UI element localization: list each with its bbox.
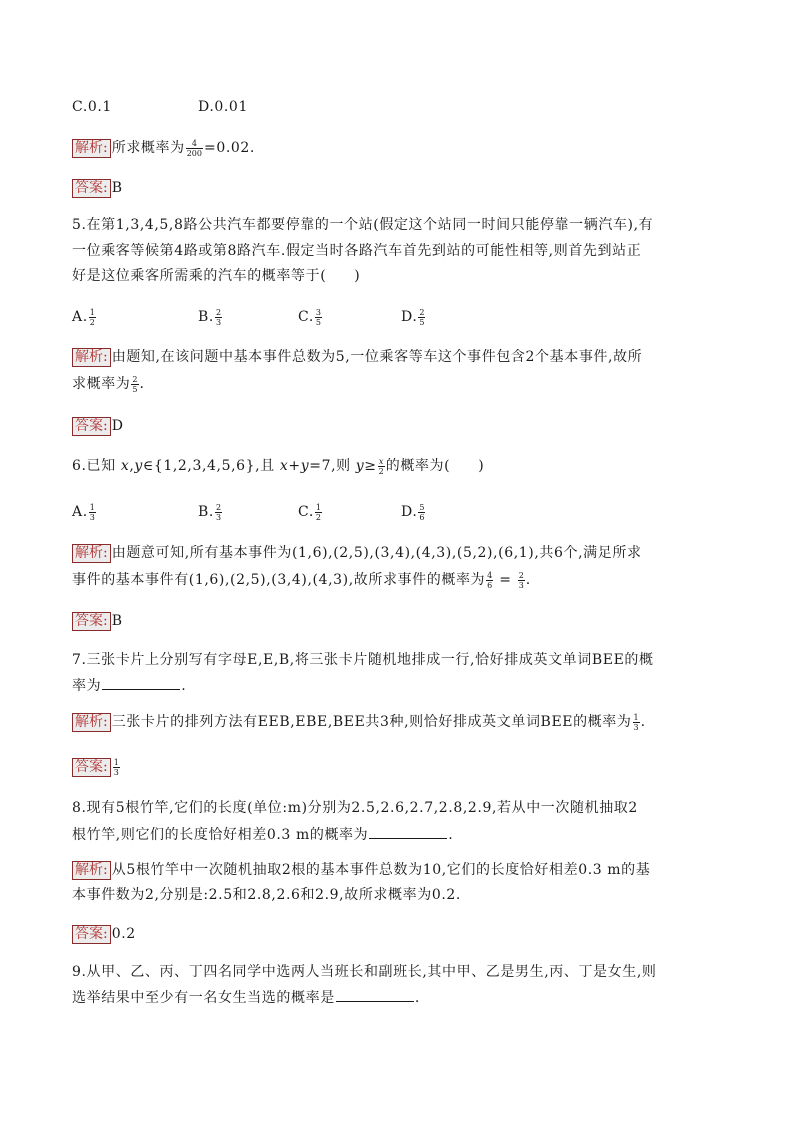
analysis-tag: 解析: xyxy=(72,348,111,367)
analysis-tag: 解析: xyxy=(72,861,111,880)
q6-option-d: D. $\frac{5}{6}$ xyxy=(401,502,425,522)
q8-answer: 答案: 0.2 xyxy=(72,924,136,944)
q5-option-b: B. $\frac{2}{3}$ xyxy=(198,307,222,327)
q7-stem-line1: 7.三张卡片上分别写有字母E,E,B,将三张卡片随机地排成一行,恰好排成英文单词BEE的概 xyxy=(72,652,654,668)
answer-tag: 答案: xyxy=(72,612,111,631)
q4-option-d: D.0.01 xyxy=(198,99,248,115)
q5-option-d: D. $\frac{2}{5}$ xyxy=(401,307,425,327)
q6-stem: 6.已知 x,y∈{1,2,3,4,5,6},且 x+y=7,则 y≥ $\frac{x}{2}$ 的概率为( ) xyxy=(72,456,485,476)
q6-analysis-line2: 事件的基本事件有(1,6),(2,5),(3,4),(4,3),故所求事件的概率为 $\frac{4}{6}$ = $\frac{2}{3}$ . xyxy=(72,570,531,590)
q6-option-b: B. $\frac{2}{3}$ xyxy=(198,502,222,522)
q5-option-c: C. $\frac{3}{5}$ xyxy=(298,307,321,327)
answer-blank xyxy=(102,675,180,690)
answer-tag: 答案: xyxy=(72,925,111,944)
q5-analysis-line2: 求概率为 $\frac{2}{5}$ . xyxy=(72,374,145,394)
q8-stem-line2: 根竹竿,则它们的长度恰好相差0.3 m的概率为 . xyxy=(72,824,453,845)
fraction: $\frac{4}{200}$ xyxy=(186,138,202,158)
q8-stem-line1: 8.现有5根竹竿,它们的长度(单位:m)分别为2.5,2.6,2.7,2.8,2.9,若从中一次随机抽取2 xyxy=(72,800,638,816)
q5-stem-line1: 5.在第1,3,4,5,8路公共汽车都要停靠的一个站(假定这个站同一时间只能停靠一辆汽车),有 xyxy=(72,217,654,233)
q7-analysis: 解析: 三张卡片的排列方法有EEB,EBE,BEE共3种,则恰好排成英文单词BEE的概率为 $\frac{1}{3}$ . xyxy=(72,712,646,732)
q7-stem-line2: 率为 . xyxy=(72,675,186,696)
q7-answer: 答案: $\frac{1}{3}$ xyxy=(72,757,121,777)
q6-analysis-line1: 解析: 由题意可知,所有基本事件为(1,6),(2,5),(3,4),(4,3),(5,2),(6,1),共6个,满足所求 xyxy=(72,543,642,563)
q9-stem-line1: 9.从甲、乙、丙、丁四名同学中选两人当班长和副班长,其中甲、乙是男生,丙、丁是女生,则 xyxy=(72,964,657,980)
q5-option-a: A. $\frac{1}{2}$ xyxy=(72,307,95,327)
q6-option-a: A. $\frac{1}{3}$ xyxy=(72,502,95,522)
q4-option-c: C.0.1 xyxy=(72,99,112,115)
q6-option-c: C. $\frac{1}{2}$ xyxy=(298,502,321,522)
q5-answer: 答案: D xyxy=(72,416,124,436)
q5-analysis-line1: 解析: 由题知,在该问题中基本事件总数为5,一位乘客等车这个事件包含2个基本事件,故所 xyxy=(72,347,642,367)
q8-analysis-line2: 本事件数为2,分别是:2.5和2.8,2.6和2.9,故所求概率为0.2. xyxy=(72,887,461,903)
q8-analysis-line1: 解析: 从5根竹竿中一次随机抽取2根的基本事件总数为10,它们的长度恰好相差0.3 m的基 xyxy=(72,860,650,880)
q6-answer: 答案: B xyxy=(72,611,123,631)
q4-answer: 答案: B xyxy=(72,178,123,198)
answer-blank xyxy=(369,824,447,839)
analysis-tag: 解析: xyxy=(72,713,111,732)
q5-stem-line3: 好是这位乘客所需乘的汽车的概率等于( ) xyxy=(72,268,361,284)
q4-analysis: 解析: 所求概率为 $\frac{4}{200}$ =0.02. xyxy=(72,138,255,158)
analysis-tag: 解析: xyxy=(72,139,111,158)
answer-blank xyxy=(336,987,414,1002)
answer-tag: 答案: xyxy=(72,758,111,777)
analysis-tag: 解析: xyxy=(72,544,111,563)
q9-stem-line2: 选举结果中至少有一名女生当选的概率是 . xyxy=(72,987,420,1008)
answer-tag: 答案: xyxy=(72,179,111,198)
q5-stem-line2: 一位乘客等候第4路或第8路汽车.假定当时各路汽车首先到站的可能性相等,则首先到站正 xyxy=(72,243,642,259)
answer-tag: 答案: xyxy=(72,417,111,436)
